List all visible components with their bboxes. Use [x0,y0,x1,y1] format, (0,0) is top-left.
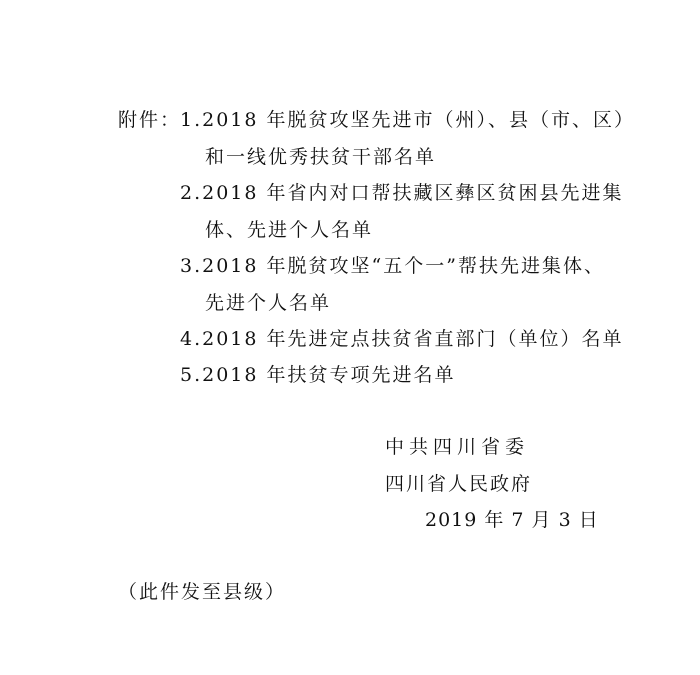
attachment-item-3-line-1: 3.2018 年脱贫攻坚“五个一”帮扶先进集体、 [180,255,605,277]
attachments-label: 附件： [118,109,182,131]
attachment-item-2-line-2: 体、先进个人名单 [205,219,374,241]
signature-org-2: 四川省人民政府 [385,473,533,495]
attachment-item-5: 5.2018 年扶贫专项先进名单 [180,364,456,386]
attachment-item-3-line-2: 先进个人名单 [205,292,332,314]
attachment-item-2-line-1: 2.2018 年省内对口帮扶藏区彝区贫困县先进集 [180,182,624,204]
distribution-note: （此件发至县级） [118,581,287,603]
attachment-item-1-line-2: 和一线优秀扶贫干部名单 [205,146,437,168]
attachment-item-1-line-1: 1.2018 年脱贫攻坚先进市（州）、县（市、区） [180,109,636,131]
signature-org-1: 中共四川省委 [385,436,530,458]
attachment-item-4: 4.2018 年先进定点扶贫省直部门（单位）名单 [180,328,624,350]
signature-date: 2019 年 7 月 3 日 [425,509,599,531]
